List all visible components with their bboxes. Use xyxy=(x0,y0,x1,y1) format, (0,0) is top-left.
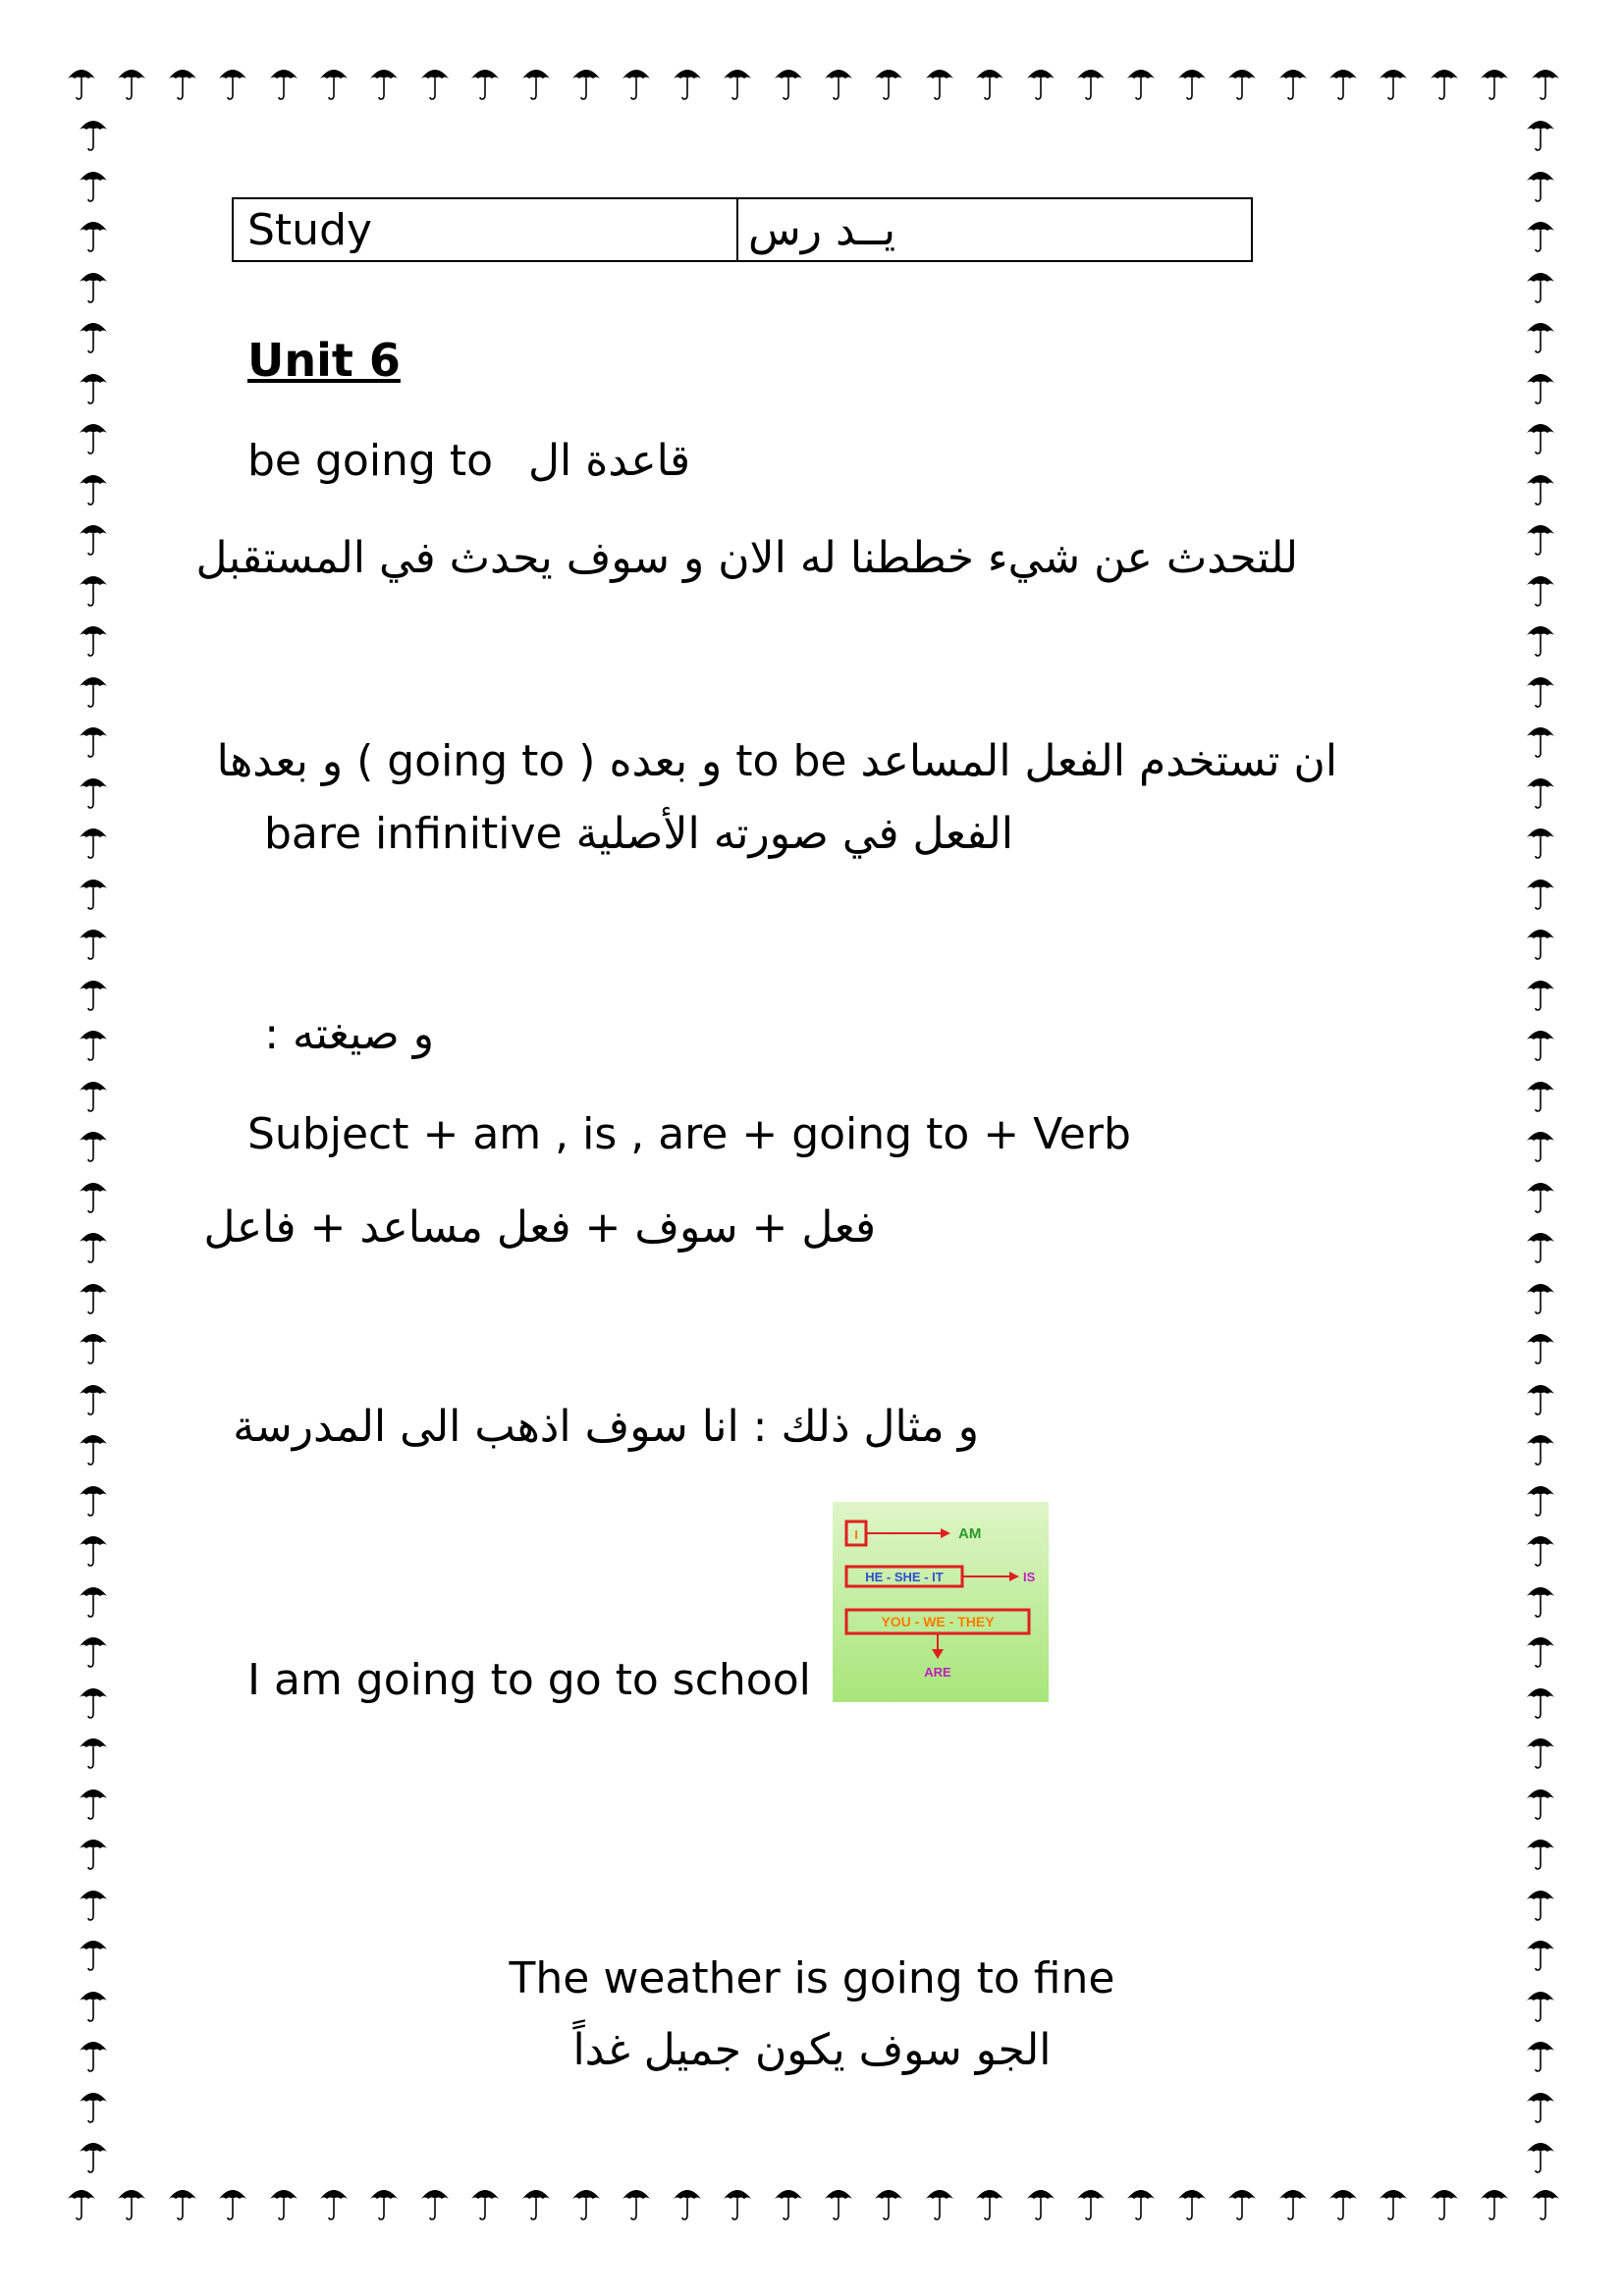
umbrella-icon xyxy=(874,2183,903,2222)
umbrella-icon xyxy=(79,670,108,710)
umbrella-icon xyxy=(1526,1024,1555,1063)
umbrella-icon xyxy=(79,1682,108,1721)
umbrella-icon xyxy=(369,63,399,102)
unit-title: Unit 6 xyxy=(247,334,401,387)
umbrella-icon xyxy=(1526,215,1555,254)
umbrella-icon xyxy=(79,1125,108,1164)
umbrella-icon xyxy=(79,974,108,1013)
umbrella-icon xyxy=(79,1529,108,1569)
umbrella-icon xyxy=(79,1378,108,1417)
rule-heading xyxy=(247,438,690,485)
border-right xyxy=(1518,114,1573,2199)
umbrella-icon xyxy=(1526,316,1555,355)
rule-heading-arabic: قاعدة ال xyxy=(528,436,691,486)
umbrella-icon xyxy=(1526,2136,1555,2175)
umbrella-icon xyxy=(1430,2183,1459,2222)
umbrella-icon xyxy=(67,63,96,102)
vocab-arabic: يــد رس xyxy=(748,204,896,255)
umbrella-icon xyxy=(774,2183,803,2222)
umbrella-icon xyxy=(1526,1682,1555,1721)
umbrella-icon xyxy=(1526,1529,1555,1569)
umbrella-icon xyxy=(1379,63,1408,102)
umbrella-icon xyxy=(79,266,108,305)
umbrella-icon xyxy=(269,2183,298,2222)
umbrella-icon xyxy=(79,114,108,153)
usage-paragraph-line1: ان تستخدم الفعل المساعد to be و بعده ( going to ) و بعدها xyxy=(216,736,1337,786)
umbrella-icon xyxy=(1526,1479,1555,1519)
umbrella-icon xyxy=(1526,1783,1555,1822)
umbrella-icon xyxy=(168,63,197,102)
rule-heading-english: be going to xyxy=(247,436,494,486)
umbrella-icon xyxy=(79,1479,108,1519)
umbrella-icon xyxy=(1076,63,1106,102)
umbrella-icon xyxy=(79,619,108,659)
umbrella-icon xyxy=(369,2183,399,2222)
verb-are: ARE xyxy=(924,1665,951,1680)
umbrella-icon xyxy=(79,721,108,760)
umbrella-icon xyxy=(1126,63,1156,102)
usage-line: للتحدث عن شيء خططنا له الان و سوف يحدث في المستقبل xyxy=(195,533,1298,583)
umbrella-icon xyxy=(420,2183,450,2222)
umbrella-icon xyxy=(1526,1125,1555,1164)
weather-english: The weather is going to fine xyxy=(509,1953,1115,2003)
umbrella-icon xyxy=(218,2183,247,2222)
umbrella-icon xyxy=(1526,1580,1555,1620)
umbrella-icon xyxy=(470,2183,500,2222)
umbrella-icon xyxy=(79,518,108,558)
umbrella-icon xyxy=(79,1732,108,1771)
umbrella-icon xyxy=(1526,974,1555,1013)
umbrella-icon xyxy=(79,873,108,912)
umbrella-icon xyxy=(1526,1833,1555,1872)
pronoun-you-we-they: YOU - WE - THEY xyxy=(881,1614,995,1629)
umbrella-icon xyxy=(1526,1327,1555,1366)
border-top xyxy=(67,59,1559,114)
umbrella-icon xyxy=(79,417,108,456)
umbrella-icon xyxy=(1526,721,1555,760)
umbrella-icon xyxy=(1430,63,1459,102)
umbrella-icon xyxy=(79,1783,108,1822)
umbrella-icon xyxy=(79,1833,108,1872)
umbrella-icon xyxy=(571,2183,601,2222)
umbrella-icon xyxy=(79,772,108,811)
umbrella-icon xyxy=(571,63,601,102)
umbrella-icon xyxy=(824,63,853,102)
umbrella-icon xyxy=(79,1580,108,1620)
umbrella-icon xyxy=(1526,1176,1555,1215)
umbrella-icon xyxy=(1526,1630,1555,1670)
umbrella-icon xyxy=(1227,63,1257,102)
umbrella-icon xyxy=(1526,114,1555,153)
umbrella-icon xyxy=(1379,2183,1408,2222)
umbrella-icon xyxy=(975,63,1004,102)
umbrella-icon xyxy=(521,2183,551,2222)
umbrella-icon xyxy=(925,2183,954,2222)
umbrella-icon xyxy=(79,367,108,406)
umbrella-icon xyxy=(1177,63,1207,102)
umbrella-icon xyxy=(420,63,450,102)
pronoun-he-she-it: HE - SHE - IT xyxy=(865,1570,944,1584)
pronoun-i: I xyxy=(854,1527,858,1542)
umbrella-icon xyxy=(269,63,298,102)
umbrella-icon xyxy=(1076,2183,1106,2222)
weather-arabic: الجو سوف يكون جميل غداً xyxy=(572,2025,1052,2075)
umbrella-icon xyxy=(1328,63,1358,102)
border-left xyxy=(71,114,126,2199)
umbrella-icon xyxy=(79,1327,108,1366)
umbrella-icon xyxy=(521,63,551,102)
umbrella-icon xyxy=(1126,2183,1156,2222)
umbrella-icon xyxy=(79,316,108,355)
umbrella-icon xyxy=(1526,670,1555,710)
umbrella-icon xyxy=(1526,1732,1555,1771)
umbrella-icon xyxy=(470,63,500,102)
umbrella-icon xyxy=(1227,2183,1257,2222)
umbrella-icon xyxy=(79,165,108,204)
umbrella-icon xyxy=(1278,2183,1308,2222)
example-label: و مثال ذلك : انا سوف اذهب الى المدرسة xyxy=(233,1402,979,1452)
umbrella-icon xyxy=(723,63,752,102)
umbrella-icon xyxy=(824,2183,853,2222)
umbrella-icon xyxy=(1526,1226,1555,1265)
umbrella-icon xyxy=(622,2183,651,2222)
umbrella-icon xyxy=(1526,873,1555,912)
umbrella-icon xyxy=(1526,367,1555,406)
umbrella-icon xyxy=(1278,63,1308,102)
umbrella-icon xyxy=(79,1024,108,1063)
umbrella-icon xyxy=(1526,1428,1555,1468)
umbrella-icon xyxy=(79,569,108,609)
umbrella-icon xyxy=(79,1176,108,1215)
umbrella-icon xyxy=(79,923,108,962)
umbrella-icon xyxy=(1526,569,1555,609)
umbrella-icon xyxy=(79,1277,108,1316)
umbrella-icon xyxy=(925,63,954,102)
umbrella-icon xyxy=(1480,2183,1509,2222)
umbrella-icon xyxy=(319,63,349,102)
umbrella-icon xyxy=(1531,63,1560,102)
umbrella-icon xyxy=(79,1075,108,1114)
umbrella-icon xyxy=(1026,63,1056,102)
umbrella-icon xyxy=(1526,266,1555,305)
example-english: I am going to go to school xyxy=(247,1655,811,1705)
umbrella-icon xyxy=(673,2183,702,2222)
umbrella-icon xyxy=(1177,2183,1207,2222)
vocab-english: Study xyxy=(234,199,738,260)
umbrella-icon xyxy=(673,63,702,102)
umbrella-icon xyxy=(1526,619,1555,659)
umbrella-icon xyxy=(117,63,146,102)
umbrella-icon xyxy=(1526,518,1555,558)
umbrella-icon xyxy=(1526,2086,1555,2125)
umbrella-icon xyxy=(1526,772,1555,811)
umbrella-icon xyxy=(319,2183,349,2222)
umbrella-icon xyxy=(79,2136,108,2175)
umbrella-icon xyxy=(1026,2183,1056,2222)
umbrella-icon xyxy=(1526,1277,1555,1316)
umbrella-icon xyxy=(79,1630,108,1670)
umbrella-icon xyxy=(168,2183,197,2222)
umbrella-icon xyxy=(1526,822,1555,861)
umbrella-icon xyxy=(1480,63,1509,102)
umbrella-icon xyxy=(79,1428,108,1468)
umbrella-icon xyxy=(1526,923,1555,962)
formula-arabic: فعل + سوف + فعل مساعد + فاعل xyxy=(203,1202,876,1253)
form-label: و صيغته : xyxy=(264,1009,434,1059)
umbrella-icon xyxy=(975,2183,1004,2222)
umbrella-icon xyxy=(1328,2183,1358,2222)
border-bottom xyxy=(67,2179,1559,2234)
umbrella-icon xyxy=(622,63,651,102)
umbrella-icon xyxy=(874,63,903,102)
verb-am: AM xyxy=(958,1525,982,1542)
verb-is: IS xyxy=(1023,1570,1036,1584)
umbrella-icon xyxy=(79,1884,108,1923)
formula-english: Subject + am , is , are + going to + Verb xyxy=(247,1109,1131,1159)
umbrella-icon xyxy=(79,215,108,254)
umbrella-icon xyxy=(79,1226,108,1265)
umbrella-icon xyxy=(1526,1075,1555,1114)
umbrella-icon xyxy=(218,63,247,102)
vocab-table xyxy=(232,197,1253,262)
umbrella-icon xyxy=(79,822,108,861)
pronoun-chart-image xyxy=(833,1502,1049,1702)
umbrella-icon xyxy=(79,2086,108,2125)
umbrella-icon xyxy=(79,468,108,507)
umbrella-icon xyxy=(1526,165,1555,204)
umbrella-icon xyxy=(774,63,803,102)
umbrella-icon xyxy=(1526,1884,1555,1923)
umbrella-icon xyxy=(1526,468,1555,507)
usage-paragraph-line2: الفعل في صورته الأصلية bare infinitive xyxy=(263,809,1013,859)
umbrella-icon xyxy=(1526,1378,1555,1417)
umbrella-icon xyxy=(1526,417,1555,456)
umbrella-icon xyxy=(723,2183,752,2222)
